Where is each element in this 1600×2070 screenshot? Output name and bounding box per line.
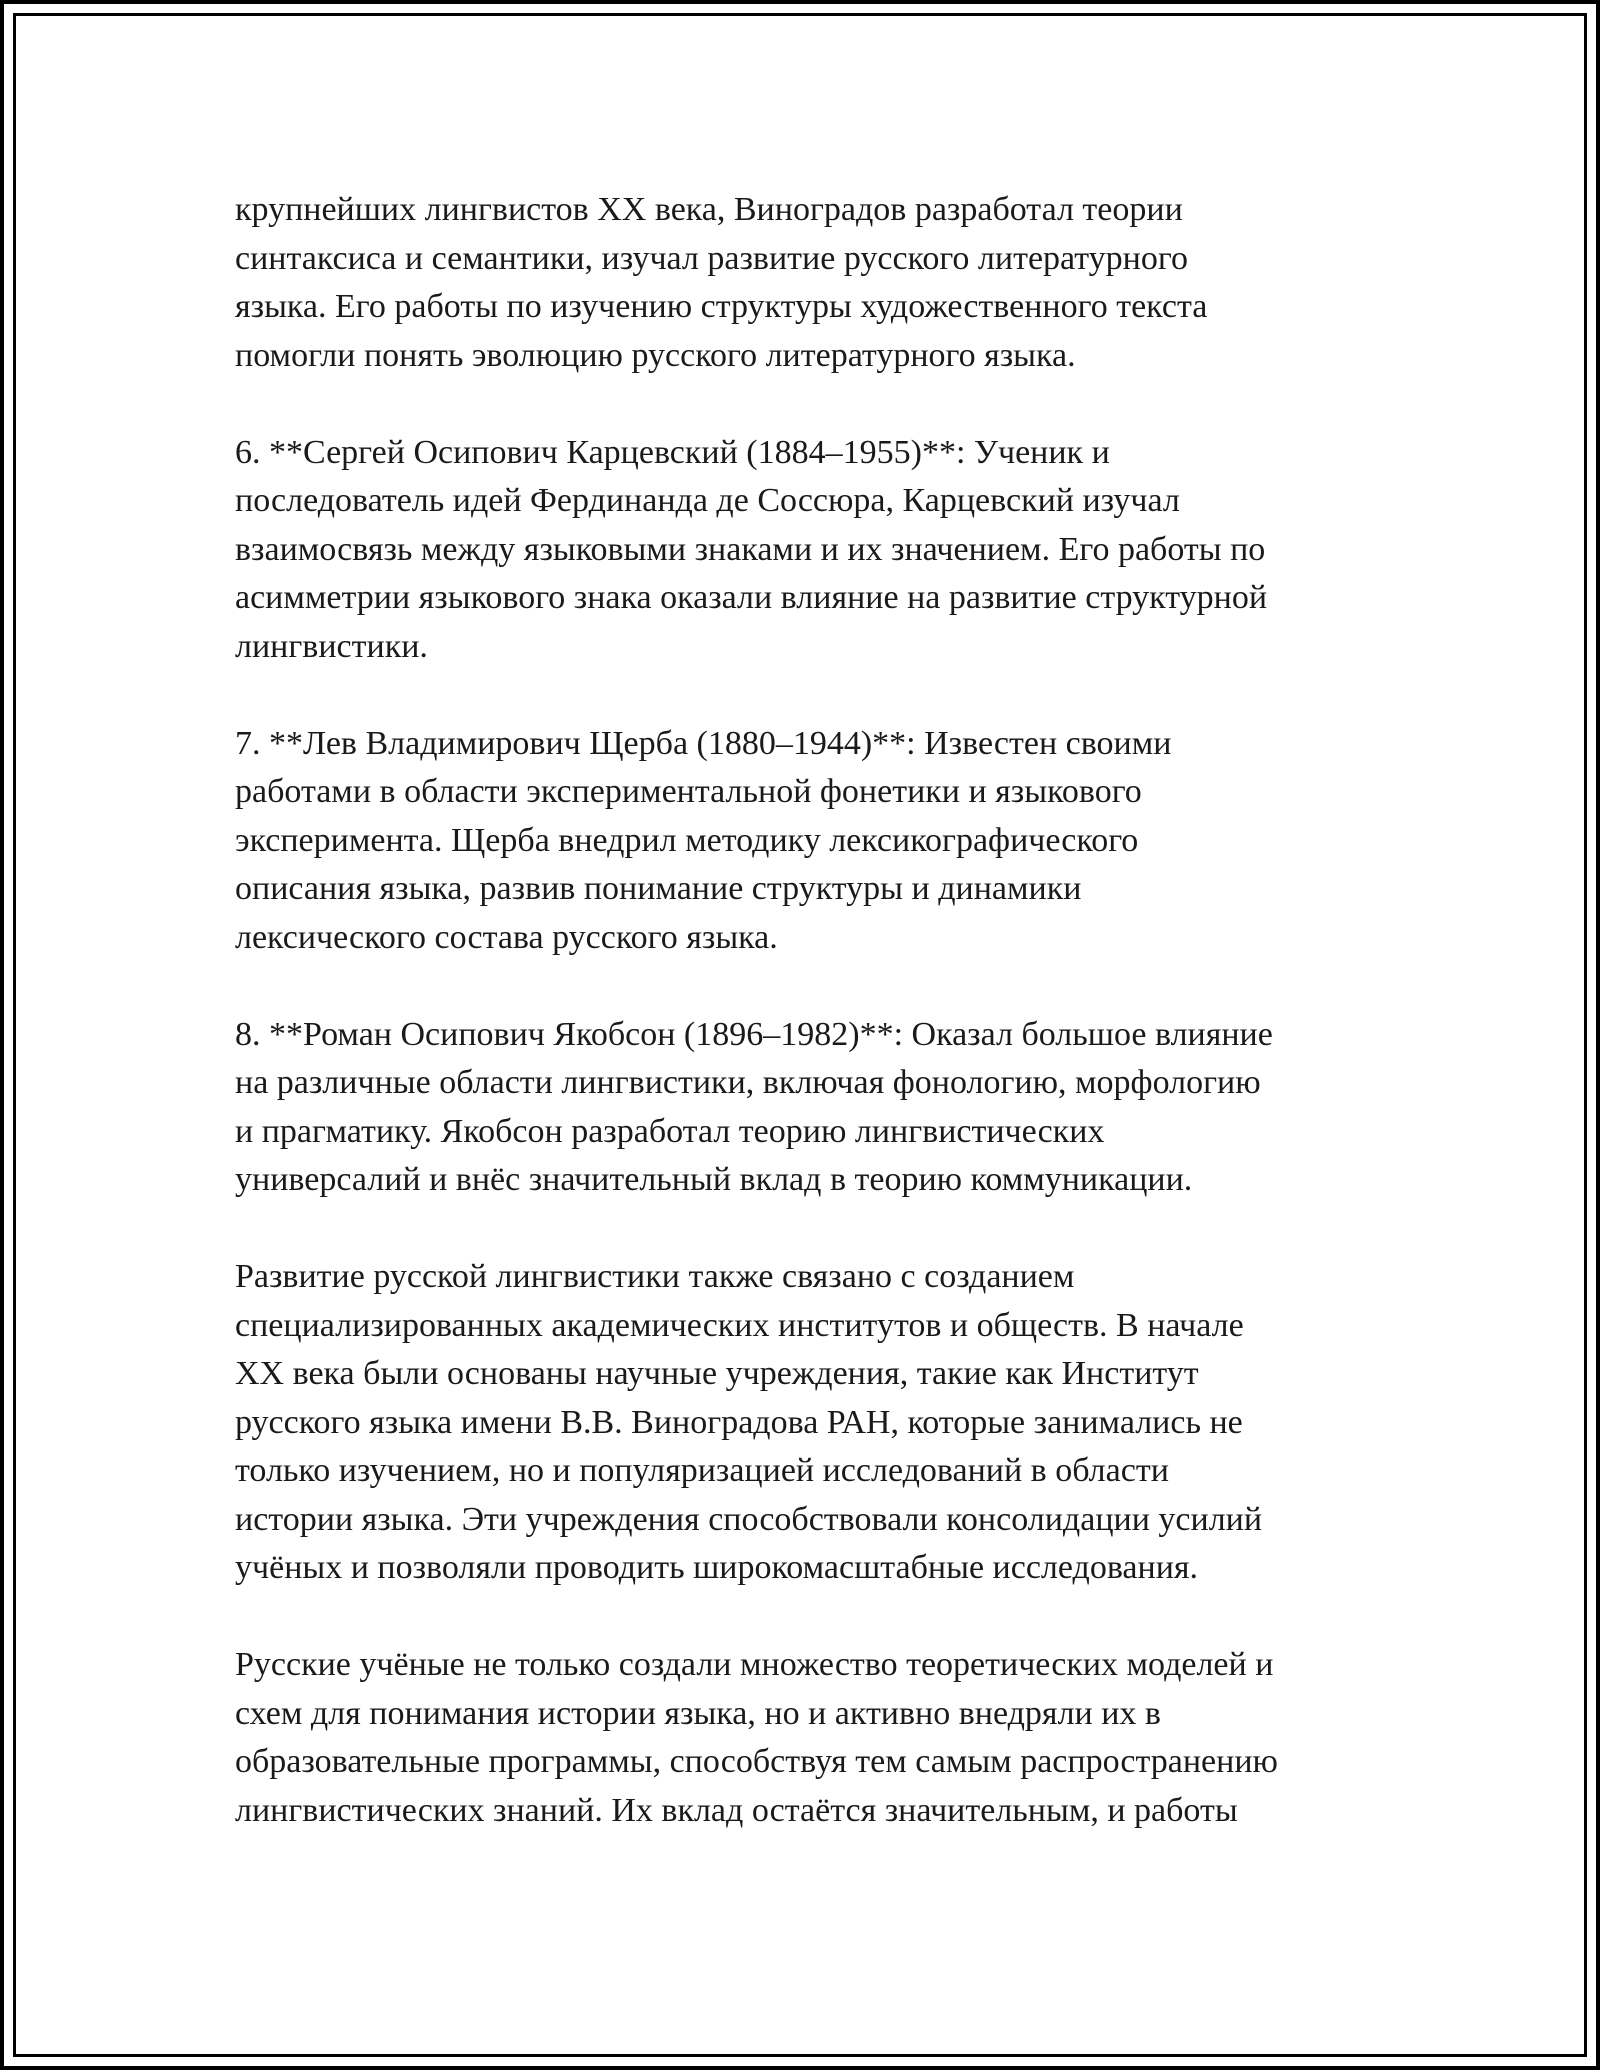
text-line: лексического состава русского языка. bbox=[235, 918, 778, 956]
text-line: асимметрии языкового знака оказали влияние на развитие структурной bbox=[235, 579, 1268, 616]
text-line: взаимосвязь между языковыми знаками и их значением. Его работы по bbox=[235, 530, 1266, 568]
text-line: XX века были основаны научные учреждения, такие как Институт bbox=[235, 1355, 1199, 1392]
text-line: Русские учёные не только создали множество теоретических моделей и bbox=[235, 1646, 1274, 1683]
text-line: универсалий и внёс значительный вклад в теорию коммуникации. bbox=[235, 1161, 1193, 1198]
paragraph-item-8-jakobson bbox=[235, 1011, 1365, 1205]
text-line: образовательные программы, способствуя тем самым распространению bbox=[235, 1743, 1278, 1780]
paragraph-item-6-kartsevsky bbox=[235, 429, 1365, 672]
text-line: крупнейших лингвистов XX века, Виноградов разработал теории bbox=[235, 191, 1183, 228]
paragraph-item-7-shcherba bbox=[235, 720, 1365, 963]
text-line: на различные области лингвистики, включая фонологию, морфологию bbox=[235, 1064, 1261, 1101]
text-line: истории языка. Эти учреждения способствовали консолидации усилий bbox=[235, 1500, 1263, 1538]
text-line: Развитие русской лингвистики также связано с созданием bbox=[235, 1258, 1075, 1295]
text-line: специализированных академических институтов и обществ. В начале bbox=[235, 1306, 1244, 1344]
text-line: 6. **Сергей Осипович Карцевский (1884–1955)**: Ученик и bbox=[235, 433, 1110, 471]
text-line: 7. **Лев Владимирович Щерба (1880–1944)**: Известен своими bbox=[235, 724, 1172, 762]
text-line: схем для понимания истории языка, но и активно внедряли их в bbox=[235, 1694, 1161, 1732]
text-line: лингвистики. bbox=[235, 627, 428, 665]
text-line: последователь идей Фердинанда де Соссюра, Карцевский изучал bbox=[235, 482, 1180, 519]
paragraph-vinogradov-continued bbox=[235, 186, 1365, 380]
text-line: описания языка, развив понимание структуры и динамики bbox=[235, 870, 1082, 907]
text-line: и прагматику. Якобсон разработал теорию лингвистических bbox=[235, 1112, 1105, 1150]
text-line: учёных и позволяли проводить широкомасштабные исследования. bbox=[235, 1549, 1199, 1586]
document-body bbox=[235, 186, 1365, 1835]
text-line: лингвистических знаний. Их вклад остаётся значительным, и работы bbox=[235, 1791, 1238, 1829]
text-line: эксперимента. Щерба внедрил методику лексикографического bbox=[235, 821, 1139, 859]
paragraph-institutes bbox=[235, 1253, 1365, 1593]
text-line: помогли понять эволюцию русского литературного языка. bbox=[235, 336, 1076, 374]
text-line: языка. Его работы по изучению структуры художественного текста bbox=[235, 288, 1208, 325]
text-line: синтаксиса и семантики, изучал развитие русского литературного bbox=[235, 239, 1188, 277]
text-line: русского языка имени В.В. Виноградова РАН, которые занимались не bbox=[235, 1403, 1243, 1441]
text-line: 8. **Роман Осипович Якобсон (1896–1982)**: Оказал большое влияние bbox=[235, 1015, 1273, 1053]
text-line: только изучением, но и популяризацией исследований в области bbox=[235, 1452, 1169, 1489]
paragraph-education bbox=[235, 1641, 1365, 1835]
text-line: работами в области экспериментальной фонетики и языкового bbox=[235, 773, 1142, 810]
